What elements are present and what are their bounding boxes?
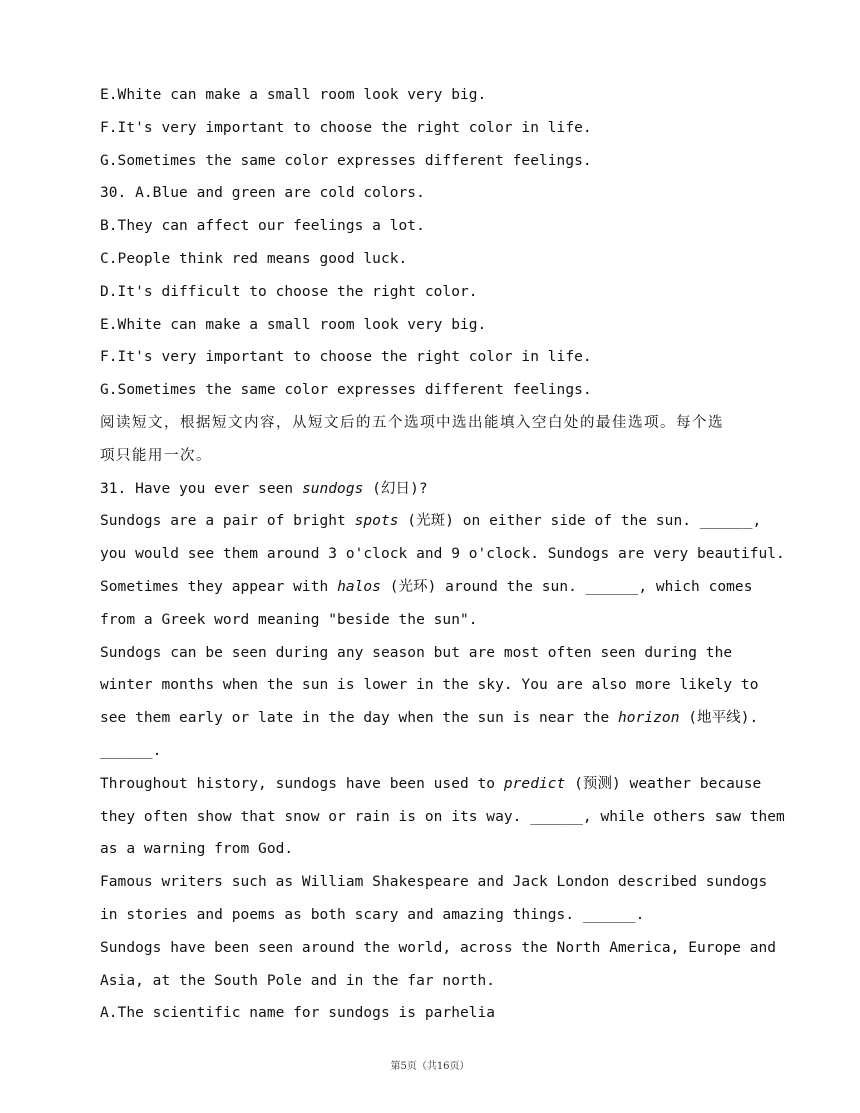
question-31-title (100, 473, 770, 506)
option-g-line: G.Sometimes the same color expresses different feelings. (100, 152, 592, 169)
instruction-line-1: 阅读短文，根据短文内容，从短文后的五个选项中选出能填入空白处的最佳选项。每个选 (100, 414, 724, 431)
passage-line: winter months when the sun is lower in the sky. You are also more likely to (100, 677, 759, 694)
passage-line: from a Greek word meaning "beside the sun". (100, 611, 478, 628)
instruction-line-2: 项只能用一次。 (100, 447, 212, 464)
italic-term: sundogs (301, 480, 364, 497)
passage-line: Sundogs can be seen during any season but are most often seen during the (100, 644, 733, 661)
question-30-option-e: E.White can make a small room look very big. (100, 316, 487, 333)
text-segment: see them early or late in the day when the sun is near the (100, 710, 619, 727)
italic-term: horizon (618, 710, 680, 727)
passage-line: as a warning from God. (100, 841, 294, 858)
question-31-option-a: A.The scientific name for sundogs is parhelia (100, 1005, 496, 1022)
passage-line (100, 768, 770, 801)
italic-term: halos (337, 578, 381, 595)
text-segment: (幻日)? (363, 480, 428, 497)
text-segment: (地平线). (679, 710, 759, 727)
passage-line: Famous writers such as William Shakespeare and Jack London described sundogs (100, 874, 768, 891)
text-segment: (光环) around the sun. ______, which comes (380, 578, 753, 595)
question-30-option-d: D.It's difficult to choose the right color. (100, 283, 478, 300)
text-segment: (预测) weather because (565, 775, 762, 792)
passage-line: they often show that snow or rain is on its way. ______, while others saw them (100, 808, 785, 825)
question-30-option-a: 30. A.Blue and green are cold colors. (100, 185, 425, 202)
passage-line (100, 571, 770, 604)
passage-line (100, 702, 770, 735)
passage-line: Asia, at the South Pole and in the far north. (100, 972, 496, 989)
question-30-option-c: C.People think red means good luck. (100, 250, 408, 267)
text-segment: Sometimes they appear with (100, 578, 338, 595)
text-segment: Sundogs are a pair of bright (100, 513, 355, 530)
question-30-option-f: F.It's very important to choose the right color in life. (100, 349, 592, 366)
blank-line: ______. (100, 742, 162, 759)
text-segment: Throughout history, sundogs have been used to (100, 775, 504, 792)
page-footer: 第5页（共16页） (390, 1061, 470, 1072)
passage-line: you would see them around 3 o'clock and 9 o'clock. Sundogs are very beautiful. (100, 546, 785, 563)
option-f-line: F.It's very important to choose the right color in life. (100, 119, 592, 136)
text-segment: 31. Have you ever seen (100, 480, 302, 497)
passage-line: in stories and poems as both scary and amazing things. ______. (100, 906, 645, 923)
text-segment: (光斑) on either side of the sun. ______, (398, 513, 762, 530)
option-e-line: E.White can make a small room look very big. (100, 87, 487, 103)
question-30-option-b: B.They can affect our feelings a lot. (100, 218, 425, 235)
question-30-option-g: G.Sometimes the same color expresses different feelings. (100, 382, 592, 399)
document-page (100, 79, 785, 1030)
italic-term: spots (354, 513, 399, 530)
passage-line (100, 505, 770, 538)
passage-line: Sundogs have been seen around the world, across the North America, Europe and (100, 939, 777, 956)
italic-term: predict (503, 775, 566, 792)
